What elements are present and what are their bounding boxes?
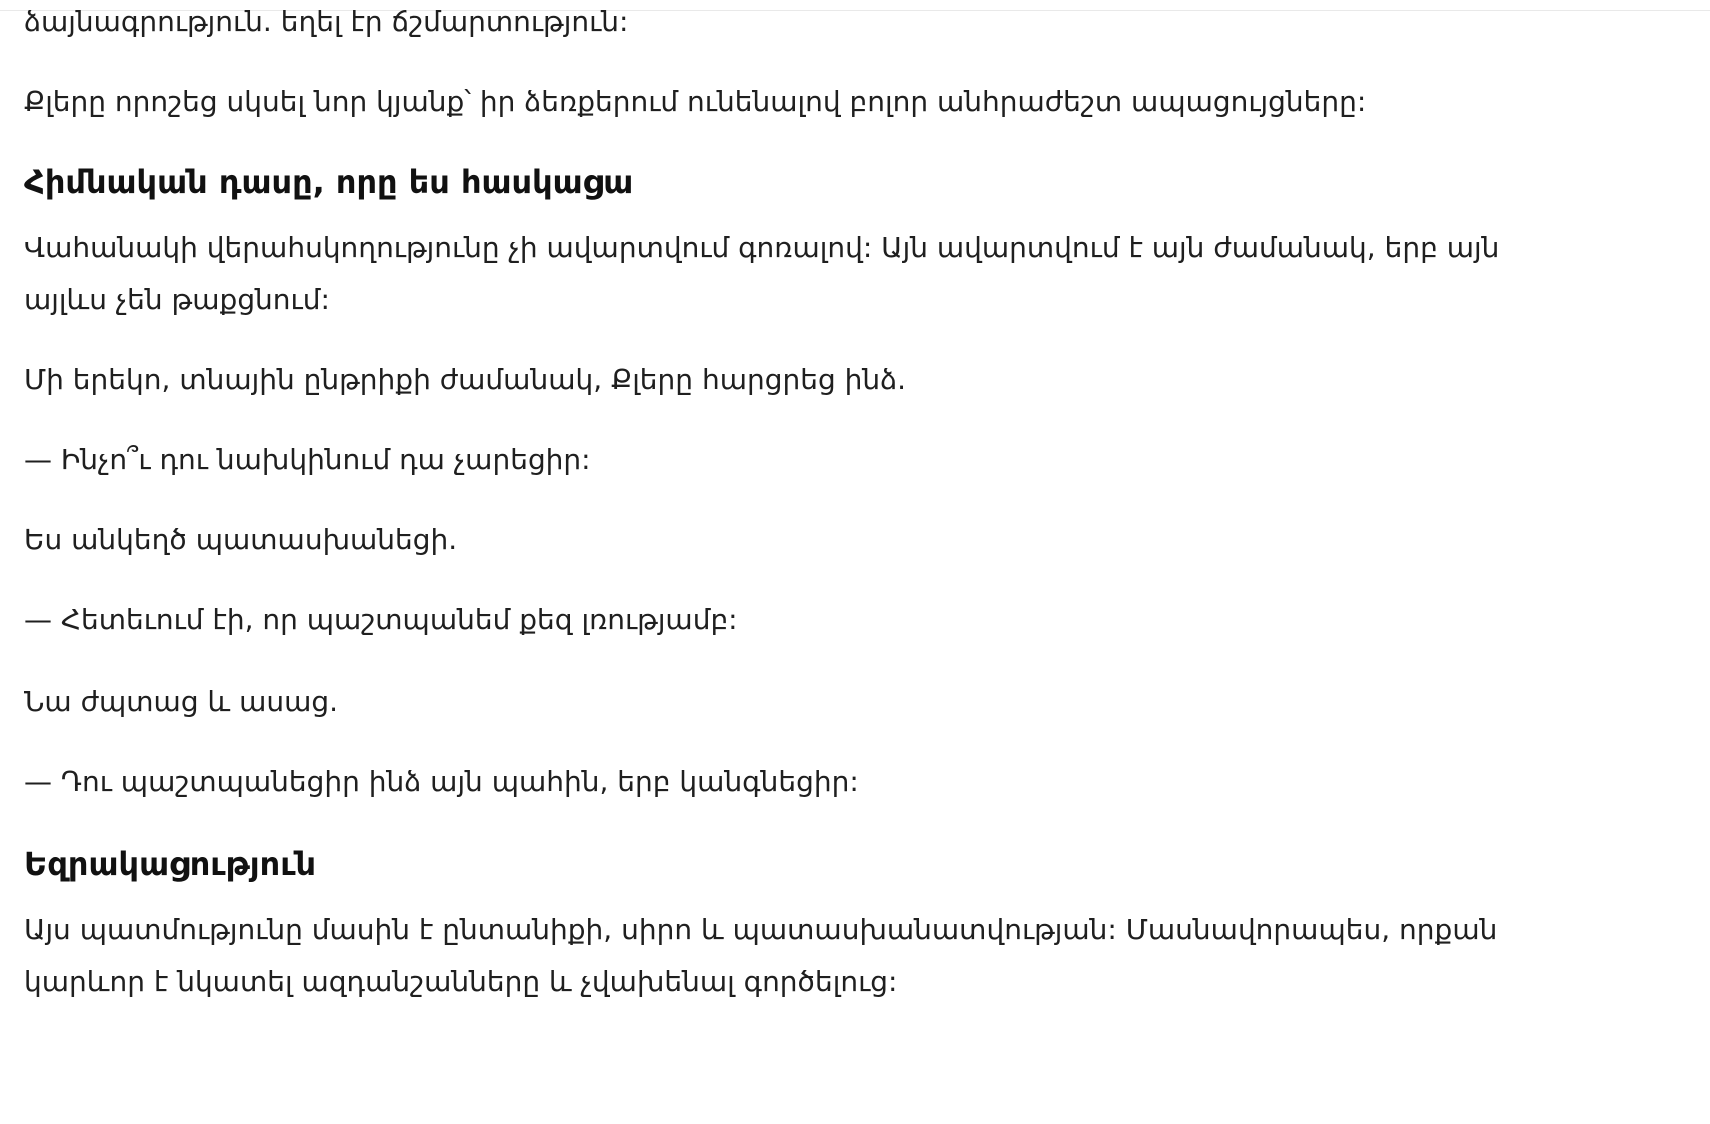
- paragraph-control-line-1: Վահանակի վերահսկողությունը չի ավարտվում գոռալով: Այն ավարտվում է այն ժամանակ, երբ այն: [24, 231, 1500, 264]
- paragraph-fragment: ձայնագրություն. եղել էր ճշմարտություն:: [24, 5, 629, 38]
- paragraph-smiled: Նա ժպտաց և ասաց.: [24, 685, 339, 718]
- dialogue-line-why: — Ինչո՞ւ դու նախկինում դա չարեցիր:: [24, 443, 591, 476]
- paragraph-honest-answer: Ես անկեղծ պատասխանեցի.: [24, 523, 458, 556]
- paragraph-control-line-2: այլևս չեն թաքցնում:: [24, 283, 330, 316]
- dialogue-line-protect: — Հետեւում էի, որ պաշտպանեմ քեզ լռությամբ:: [24, 603, 738, 636]
- paragraph-conclusion-line-2: կարևոր է նկատել ազդանշանները և չվախենալ գործելուց:: [24, 965, 898, 998]
- section-heading-main-lesson: Հիմնական դասը, որը ես հասկացա: [24, 163, 634, 201]
- dialogue-line-you-protected: — Դու պաշտպանեցիր ինձ այն պահին, երբ կանգնեցիր:: [24, 765, 859, 798]
- section-heading-conclusion: Եզրակացություն: [24, 845, 317, 883]
- paragraph-conclusion-line-1: Այս պատմությունը մասին է ընտանիքի, սիրո և պատասխանատվության: Մասնավորապես, որքան: [24, 913, 1498, 946]
- paragraph-claire-new-life: Քլերը որոշեց սկսել նոր կյանք՝ իր ձեռքերում ունենալով բոլոր անհրաժեշտ ապացույցները:: [24, 85, 1367, 118]
- paragraph-dinner-question: Մի երեկո, տնային ընթրիքի ժամանակ, Քլերը հարցրեց ինձ.: [24, 363, 906, 396]
